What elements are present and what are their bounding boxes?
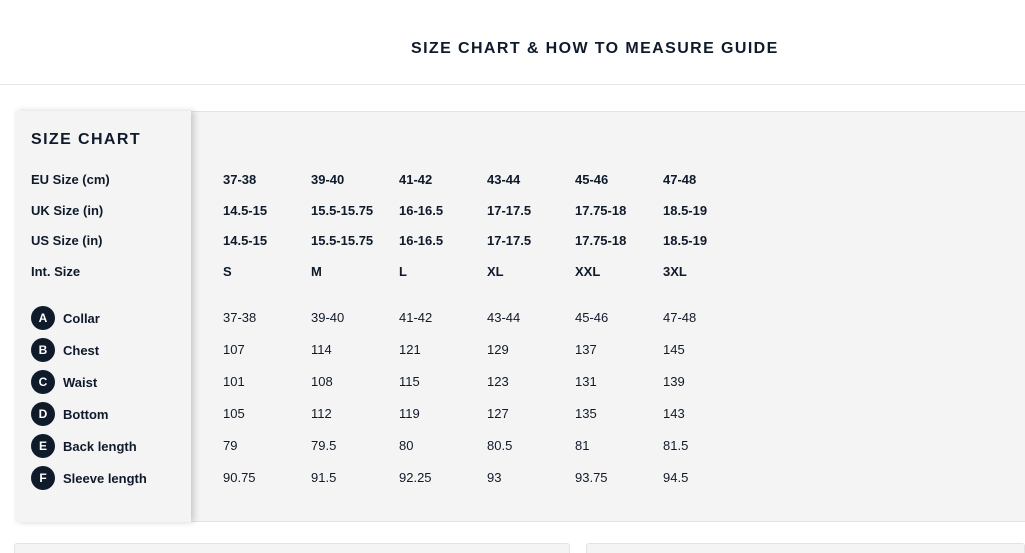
size-cell: 41-42 [399, 172, 433, 187]
size-cell: 15.5-15.75 [311, 233, 374, 248]
measurement-cell: 101 [223, 374, 245, 389]
measurement-cell: 45-46 [575, 310, 609, 325]
size-cell: 18.5-19 [663, 233, 708, 248]
measurement-cell: 79.5 [311, 438, 337, 453]
size-cell: 16-16.5 [399, 203, 444, 218]
size-cell: 17.75-18 [575, 233, 627, 248]
measurement-label: Waist [63, 374, 98, 390]
measurement-cell: 93 [487, 470, 502, 485]
measurement-cell: 115 [399, 374, 420, 389]
measurement-cell: 80 [399, 438, 414, 453]
size-cell: XXL [575, 264, 601, 279]
size-cell: 45-46 [575, 172, 609, 187]
size-cell: 37-38 [223, 172, 257, 187]
measurement-label: Bottom [63, 406, 109, 422]
measurement-cell: 145 [663, 342, 685, 357]
size-cell: 17-17.5 [487, 233, 532, 248]
measurement-cell: 108 [311, 374, 333, 389]
measurement-cell: 43-44 [487, 310, 521, 325]
size-cell: 39-40 [311, 172, 345, 187]
measurement-cell: 41-42 [399, 310, 433, 325]
measurement-letter-badge: C [31, 370, 55, 394]
measurement-row-label [31, 466, 147, 490]
size-cell: 16-16.5 [399, 233, 444, 248]
measurement-letter-badge: F [31, 466, 55, 490]
measurement-row-label [31, 338, 99, 362]
measurement-letter-badge: D [31, 402, 55, 426]
measurement-row-label [31, 434, 137, 458]
measurement-cell: 143 [663, 406, 685, 421]
measurement-cell: 90.75 [223, 470, 256, 485]
measurement-cell: 92.25 [399, 470, 432, 485]
size-cell: 43-44 [487, 172, 521, 187]
measurement-cell: 123 [487, 374, 509, 389]
size-cell: 15.5-15.75 [311, 203, 374, 218]
size-cell: 17-17.5 [487, 203, 532, 218]
measurement-letter-badge: A [31, 306, 55, 330]
measurement-row-label [31, 402, 109, 426]
measurement-cell: 94.5 [663, 470, 689, 485]
measurement-label: Chest [63, 342, 100, 358]
measurement-cell: 39-40 [311, 310, 345, 325]
size-cell: 18.5-19 [663, 203, 708, 218]
measurement-cell: 91.5 [311, 470, 337, 485]
measurement-cell: 81 [575, 438, 590, 453]
size-row-label: Int. Size [31, 264, 81, 279]
measurement-cell: 107 [223, 342, 245, 357]
size-row-label: UK Size (in) [31, 203, 104, 218]
measurement-label: Sleeve length [63, 470, 147, 486]
size-row-label: EU Size (cm) [31, 172, 110, 187]
measurement-cell: 37-38 [223, 310, 257, 325]
measurement-cell: 131 [575, 374, 597, 389]
measurement-cell: 114 [311, 342, 332, 357]
measurement-label: Back length [63, 438, 137, 454]
measurement-cell: 129 [487, 342, 509, 357]
size-cell: L [399, 264, 407, 279]
measurement-cell: 135 [575, 406, 597, 421]
measurement-cell: 93.75 [575, 470, 608, 485]
measurement-cell: 127 [487, 406, 509, 421]
size-cell: S [223, 264, 232, 279]
measurement-cell: 112 [311, 406, 332, 421]
measurement-letter-badge: B [31, 338, 55, 362]
measurement-label: Collar [63, 310, 100, 326]
size-cell: 17.75-18 [575, 203, 627, 218]
measurement-row-label [31, 370, 97, 394]
measurement-cell: 81.5 [663, 438, 689, 453]
measurement-cell: 119 [399, 406, 420, 421]
measurement-cell: 79 [223, 438, 238, 453]
size-cell: 3XL [663, 264, 687, 279]
measurement-cell: 47-48 [663, 310, 697, 325]
measurement-cell: 105 [223, 406, 245, 421]
measurement-cell: 139 [663, 374, 685, 389]
measure-guide-card-left[interactable] [14, 543, 570, 553]
measurement-cell: 137 [575, 342, 597, 357]
page-title: SIZE CHART & HOW TO MEASURE GUIDE [411, 40, 779, 57]
size-row-label: US Size (in) [31, 233, 103, 248]
measurement-row-label [31, 306, 100, 330]
measurement-letter-badge: E [31, 434, 55, 458]
page-header [0, 0, 1025, 85]
size-cell: XL [487, 264, 504, 279]
size-cell: M [311, 264, 322, 279]
measurement-cell: 121 [399, 342, 421, 357]
size-cell: 14.5-15 [223, 203, 268, 218]
size-cell: 14.5-15 [223, 233, 268, 248]
measure-guide-card-right[interactable] [586, 543, 1025, 553]
size-chart-heading: SIZE CHART [31, 131, 141, 148]
measurement-cell: 80.5 [487, 438, 513, 453]
size-cell: 47-48 [663, 172, 697, 187]
